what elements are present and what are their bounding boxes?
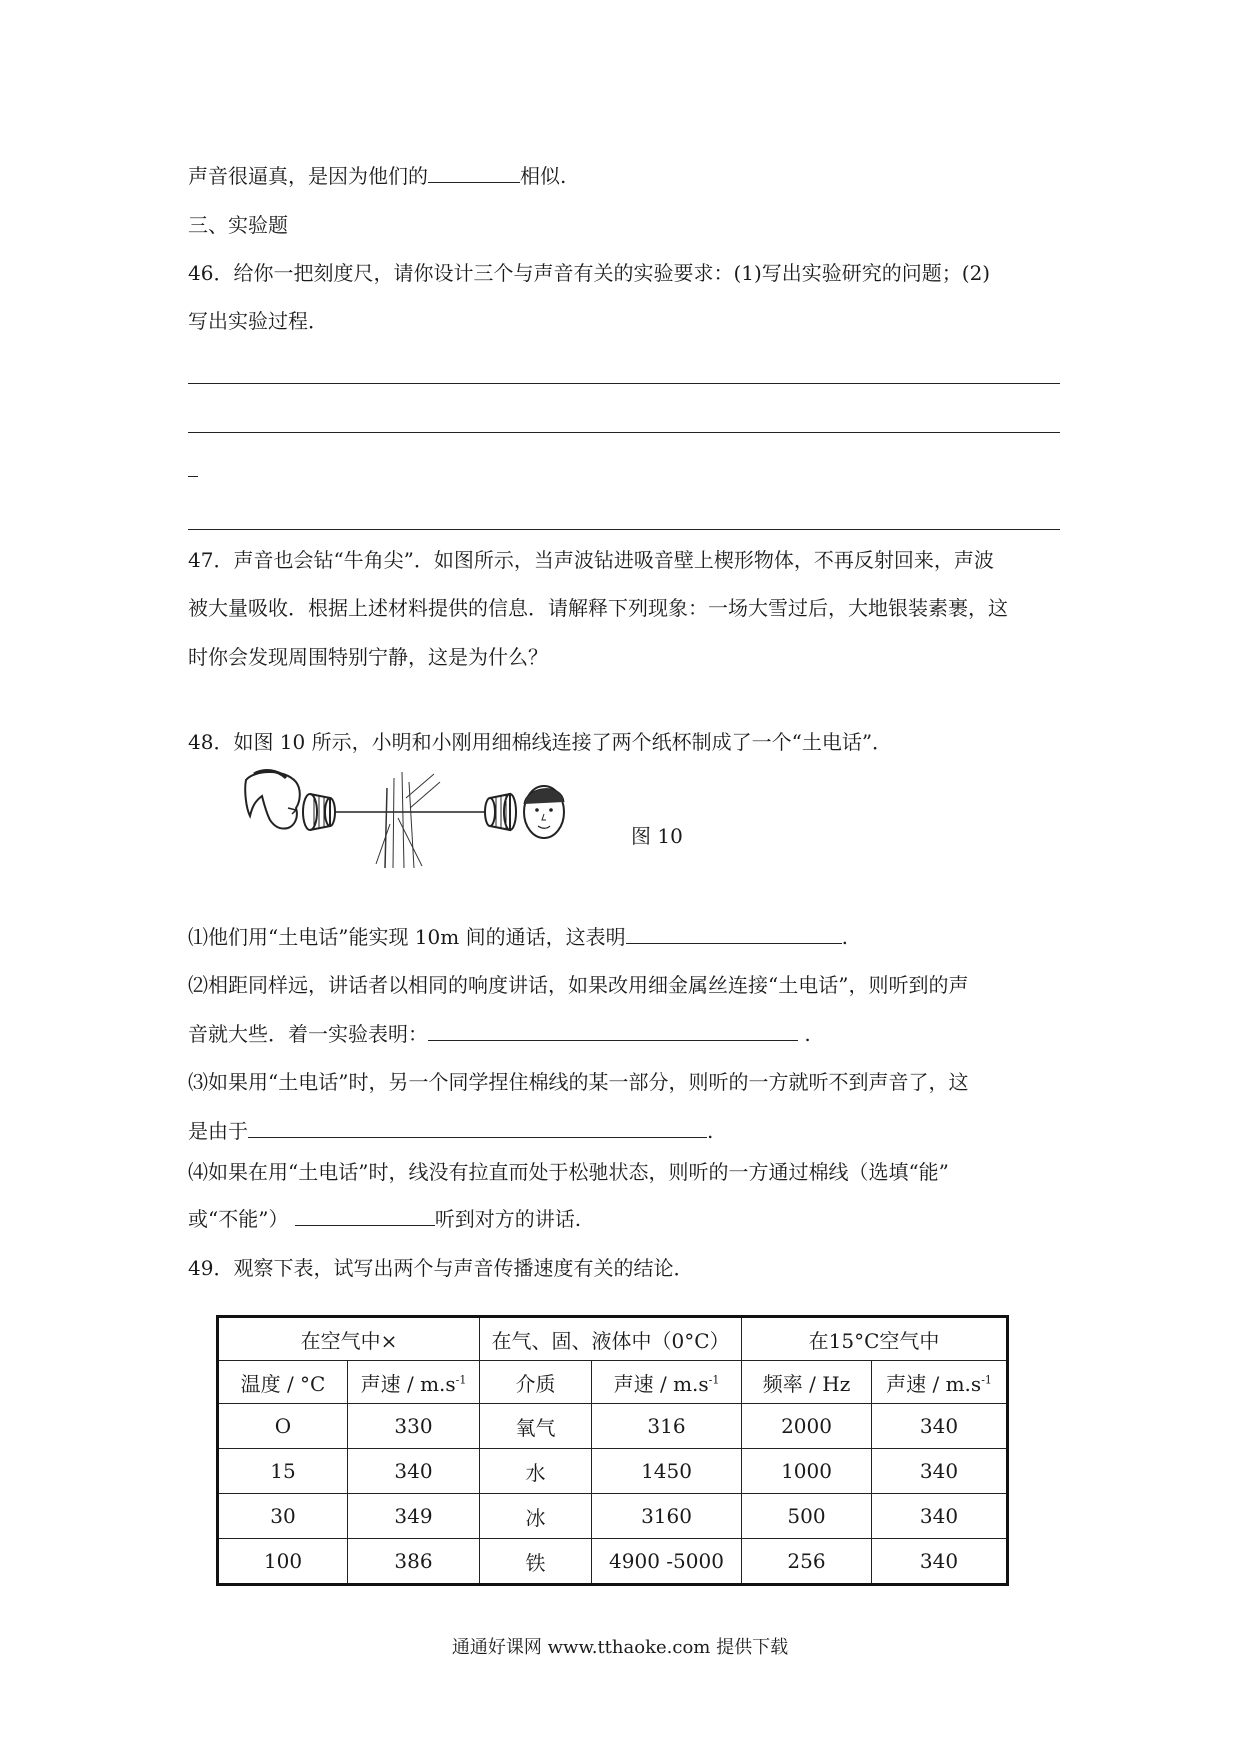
- table-cell: 15: [218, 1449, 348, 1494]
- table-cell: 340: [872, 1404, 1008, 1449]
- q47-line1: 47．声音也会钻“牛角尖”．如图所示，当声波钻进吸音壁上楔形物体，不再反射回来，声波: [188, 548, 994, 572]
- table-cell: 3160: [592, 1494, 742, 1539]
- q47-line2: 被大量吸收．根据上述材料提供的信息．请解释下列现象：一场大雪过后，大地银装素裹，这: [188, 596, 1008, 620]
- table-cell: 316: [592, 1404, 742, 1449]
- table-cell: 340: [872, 1539, 1008, 1585]
- answer-line-2: [188, 432, 1060, 433]
- col-header-medium: 介质: [480, 1361, 592, 1404]
- q48-p3-end: .: [707, 1119, 714, 1143]
- q48-p3-blank: [248, 1115, 707, 1138]
- table-cell: 30: [218, 1494, 348, 1539]
- col-header-temperature: 温度 / °C: [218, 1361, 348, 1404]
- table-cell: 1000: [742, 1449, 872, 1494]
- q48-p2-text: 音就大些．着一实验表明：: [188, 1022, 428, 1046]
- q47-line3: 时你会发现周围特别宁静，这是为什么？: [188, 645, 548, 669]
- q48-p3-line1: ⑶如果用“土电话”时，另一个同学捏住棉线的某一部分，则听的一方就听不到声音了，这: [188, 1070, 969, 1094]
- table-row: [218, 1494, 1008, 1539]
- table-cell: 铁: [480, 1539, 592, 1585]
- answer-line-3: [188, 529, 1060, 530]
- group-header-air: 在空气中×: [218, 1317, 480, 1361]
- table-cell: 水: [480, 1449, 592, 1494]
- q48-part1: [188, 921, 848, 952]
- string-telephone-illustration: [244, 768, 570, 868]
- q49-intro: 49．观察下表，试写出两个与声音传播速度有关的结论．: [188, 1256, 694, 1280]
- table-cell: 256: [742, 1539, 872, 1585]
- q45-tail-line: [188, 160, 566, 191]
- q46-line2: 写出实验过程．: [188, 309, 328, 333]
- table-row: [218, 1449, 1008, 1494]
- q48-p4-text-a: 或“不能”）: [188, 1207, 289, 1231]
- table-cell: 340: [872, 1449, 1008, 1494]
- table-cell: 500: [742, 1494, 872, 1539]
- table-cell: 冰: [480, 1494, 592, 1539]
- page-footer: 通通好课网 www.tthaoke.com 提供下载: [451, 1637, 789, 1658]
- table-column-header-row: [218, 1361, 1008, 1404]
- answer-tick: [188, 476, 198, 477]
- q48-p4-line1: ⑷如果在用“土电话”时，线没有拉直而处于松驰状态，则听的一方通过棉线（选填“能”: [188, 1160, 949, 1184]
- q48-p4-text-b: 听到对方的讲话.: [434, 1207, 582, 1231]
- q48-p4-blank: [295, 1203, 435, 1226]
- table-cell: 349: [348, 1494, 480, 1539]
- q48-p4-line2: [188, 1203, 581, 1234]
- table-cell: 100: [218, 1539, 348, 1585]
- table-cell: O: [218, 1404, 348, 1449]
- col-header-speed-1: 声速 / $m.s^{-1}$: [348, 1361, 480, 1404]
- q46-line1: 46．给你一把刻度尺，请你设计三个与声音有关的实验要求：(1)写出实验研究的问题；(2): [188, 261, 991, 285]
- table-row: [218, 1404, 1008, 1449]
- q48-p3-text: 是由于: [188, 1119, 248, 1143]
- table-row: [218, 1539, 1008, 1585]
- table-cell: 1450: [592, 1449, 742, 1494]
- col-header-speed-2: 声速 / $m.s^{-1}$: [592, 1361, 742, 1404]
- q45-blank: [428, 160, 520, 183]
- table-cell: 340: [872, 1494, 1008, 1539]
- q48-p2-blank: [428, 1018, 798, 1041]
- table-cell: 330: [348, 1404, 480, 1449]
- table-cell: 386: [348, 1539, 480, 1585]
- col-header-frequency: 频率 / Hz: [742, 1361, 872, 1404]
- q48-p1-end: .: [841, 925, 848, 949]
- q48-p2-line2: [188, 1018, 811, 1049]
- group-header-media: 在气、固、液体中（0°C）: [480, 1317, 742, 1361]
- col-header-speed-3: 声速 / $m.s^{-1}$: [872, 1361, 1008, 1404]
- sound-speed-table: [216, 1315, 1009, 1586]
- table-group-header-row: [218, 1317, 1008, 1361]
- table-cell: 氧气: [480, 1404, 592, 1449]
- table-cell: 2000: [742, 1404, 872, 1449]
- q48-intro: 48．如图 10 所示，小明和小刚用细棉线连接了两个纸杯制成了一个“土电话”．: [188, 730, 893, 754]
- string-telephone-figure: [244, 768, 570, 868]
- table-cell: 340: [348, 1449, 480, 1494]
- q45-tail: 相似.: [520, 164, 567, 188]
- q48-p3-line2: [188, 1115, 713, 1146]
- q48-p2-line1: ⑵相距同样远，讲话者以相同的响度讲话，如果改用细金属丝连接“土电话”，则听到的声: [188, 973, 969, 997]
- q48-p1-text: ⑴他们用“土电话”能实现 10m 间的通话，这表明: [188, 925, 626, 949]
- table-cell: 4900 -5000: [592, 1539, 742, 1585]
- q45-text: 声音很逼真，是因为他们的: [188, 164, 428, 188]
- q48-p2-end: .: [804, 1022, 811, 1046]
- figure-caption: 图 10: [631, 824, 683, 848]
- group-header-15c-air: 在15°C空气中: [742, 1317, 1008, 1361]
- section-heading: 三、实验题: [188, 213, 288, 237]
- answer-line-1: [188, 383, 1060, 384]
- q48-p1-blank: [626, 921, 842, 944]
